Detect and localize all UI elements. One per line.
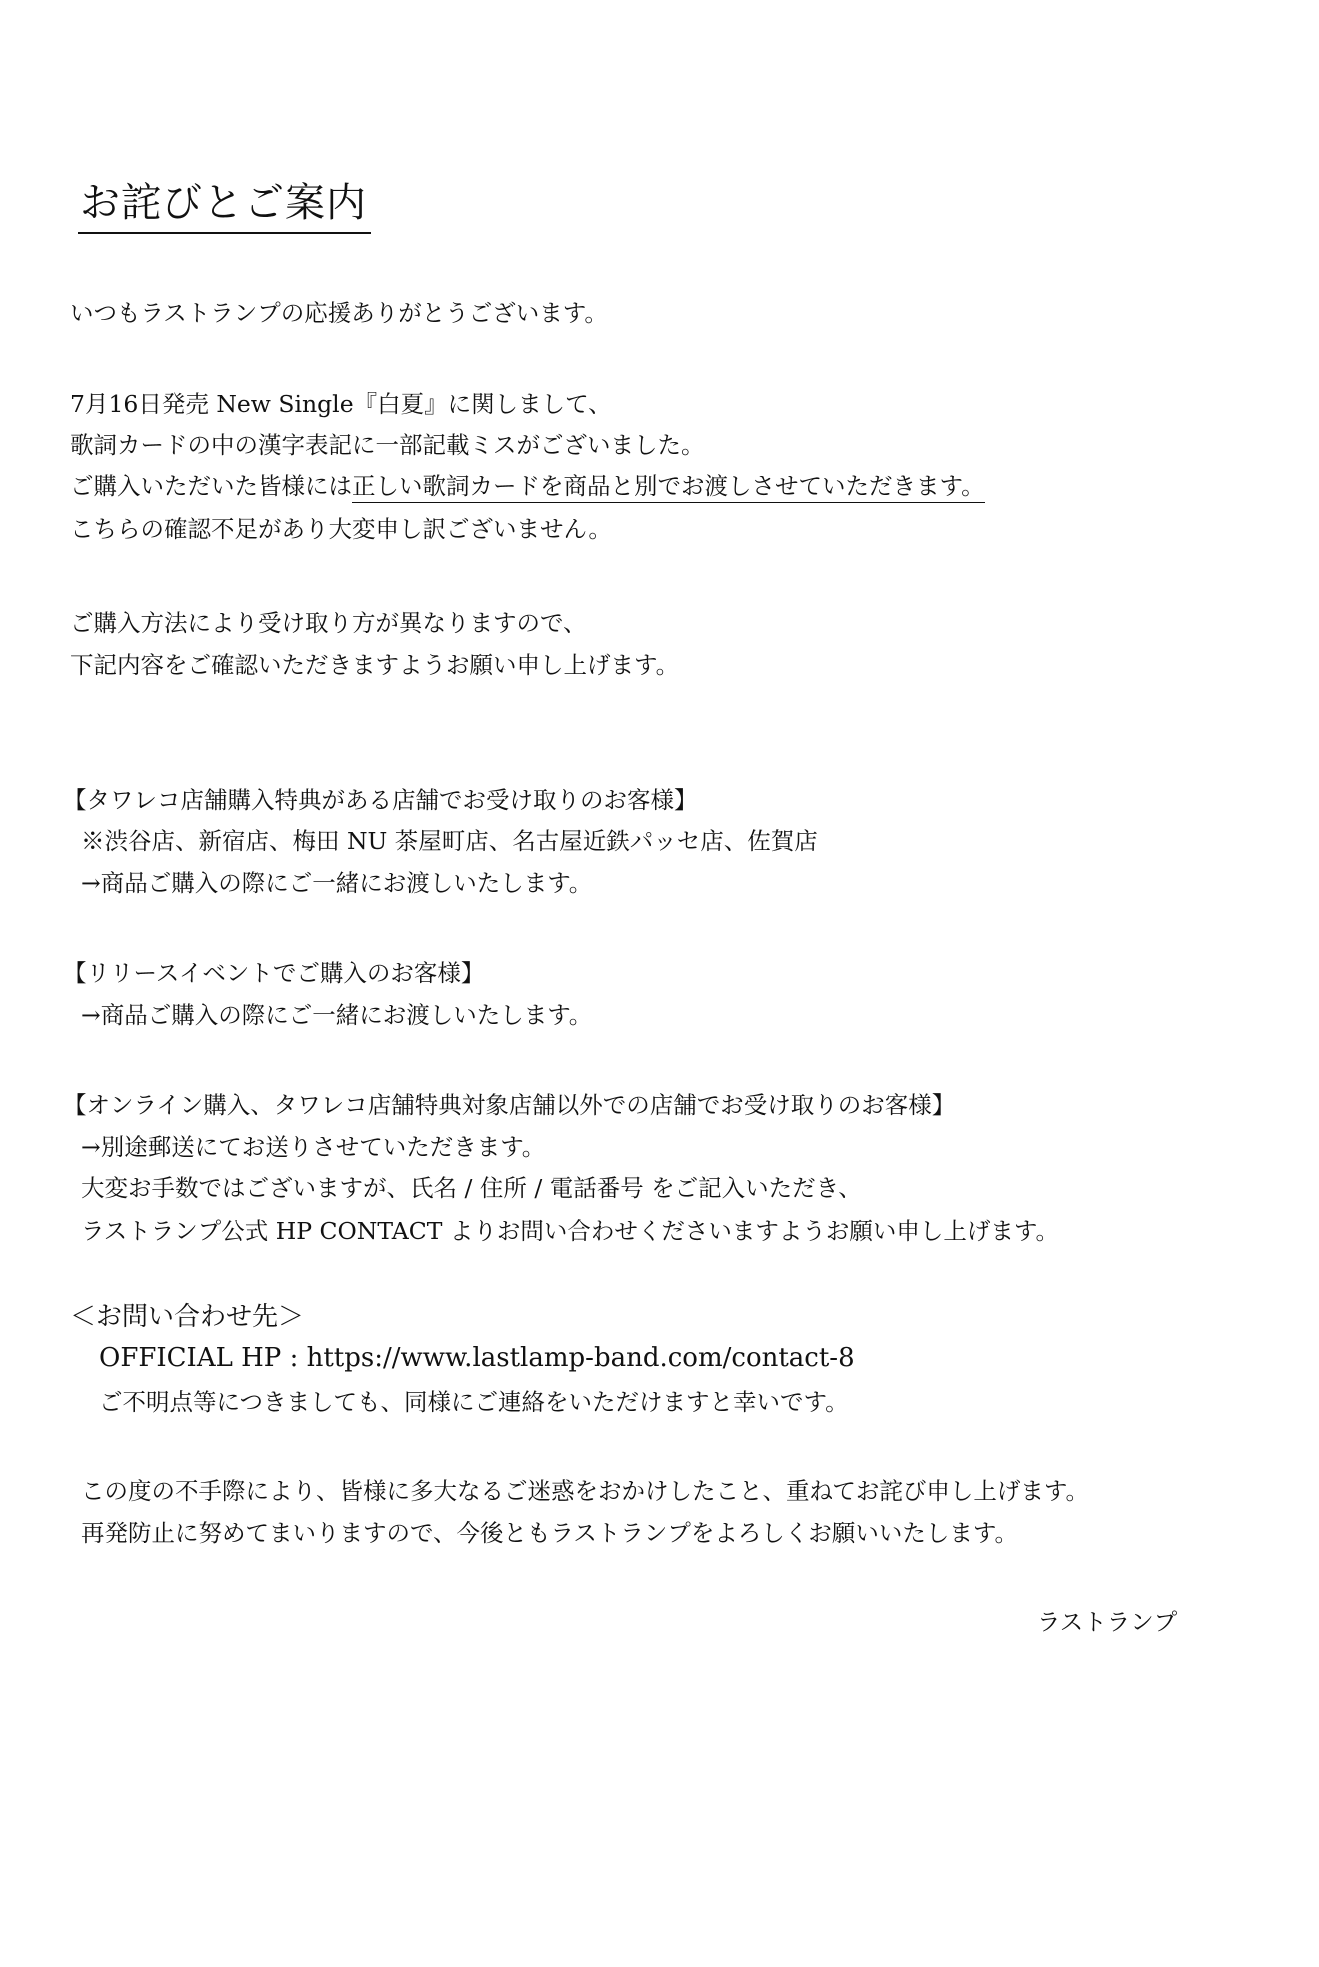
intro-line-3-prefix: ご購入いただいた皆様には xyxy=(70,472,352,500)
online-line-3: ラストランプ公式 HP CONTACT よりお問い合わせくださいますようお願い申し上げます。 xyxy=(81,1217,1059,1245)
tower-note: →商品ご購入の際にご一緒にお渡しいたします。 xyxy=(81,869,593,897)
greeting-line: いつもラストランプの応援ありがとうございます。 xyxy=(70,299,608,327)
page-title: お詫びとご案内 xyxy=(78,178,371,234)
closing-line-1: この度の不手際により、皆様に多大なるご迷惑をおかけしたこと、重ねてお詫び申し上げます。 xyxy=(81,1477,1090,1505)
online-line-2: 大変お手数ではございますが、氏名 / 住所 / 電話番号 をご記入いただき、 xyxy=(81,1174,862,1202)
intro-line-2: 歌詞カードの中の漢字表記に一部記載ミスがございました。 xyxy=(70,431,705,459)
underlined-notice: 正しい歌詞カードを商品と別でお渡しさせていただきます。 xyxy=(352,472,985,503)
method-line-1: ご購入方法により受け取り方が異なりますので、 xyxy=(70,609,587,637)
event-note: →商品ご購入の際にご一緒にお渡しいたします。 xyxy=(81,1001,593,1029)
event-section-heading: 【リリースイベントでご購入のお客様】 xyxy=(63,959,485,987)
signature: ラストランプ xyxy=(1037,1608,1178,1636)
contact-heading: ＜お問い合わせ先＞ xyxy=(70,1302,305,1332)
intro-line-4: こちらの確認不足があり大変申し訳ございません。 xyxy=(70,515,612,543)
contact-note: ご不明点等につきましても、同様にご連絡をいただけますと幸いです。 xyxy=(99,1388,849,1416)
tower-section-heading: 【タワレコ店舗購入特典がある店舗でお受け取りのお客様】 xyxy=(63,786,698,814)
online-line-1: →別途郵送にてお送りさせていただきます。 xyxy=(81,1133,546,1161)
closing-line-2: 再発防止に努めてまいりますので、今後ともラストランプをよろしくお願いいたします。 xyxy=(81,1519,1018,1547)
online-section-heading: 【オンライン購入、タワレコ店舗特典対象店舗以外での店舗でお受け取りのお客様】 xyxy=(63,1091,956,1119)
intro-line-1: 7月16日発売 New Single『白夏』に関しまして、 xyxy=(70,390,612,418)
intro-line-3 xyxy=(70,469,985,503)
tower-store-list: ※渋谷店、新宿店、梅田 NU 茶屋町店、名古屋近鉄パッセ店、佐賀店 xyxy=(81,827,818,855)
method-line-2: 下記内容をご確認いただきますようお願い申し上げます。 xyxy=(70,651,680,679)
official-hp-url: OFFICIAL HP : https://www.lastlamp-band.com/contact-8 xyxy=(99,1343,855,1373)
